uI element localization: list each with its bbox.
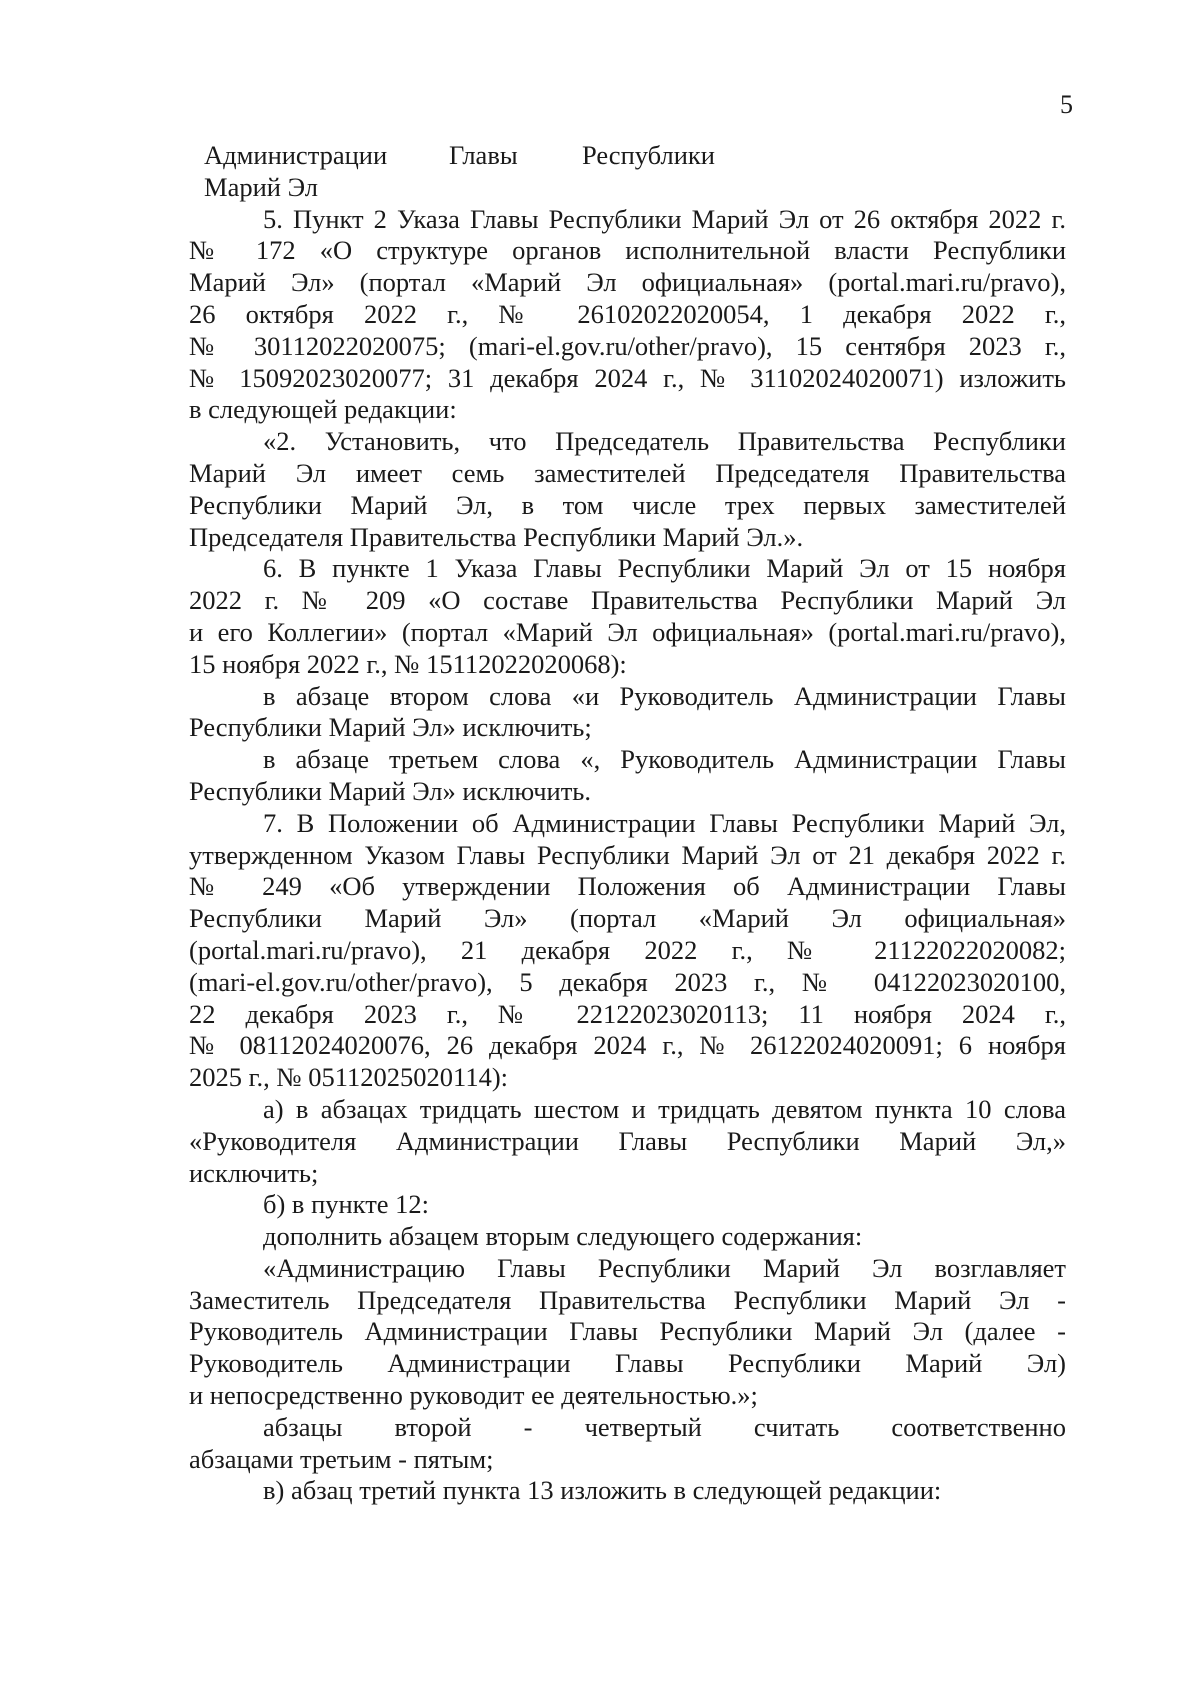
text-line: Марий Эл имеет семь заместителей Председателя Правительства — [189, 457, 1066, 488]
header-line-1 — [189, 140, 1066, 172]
text-line: 26 октября 2022 г., № 26102022020054, 1 декабря 2022 г., — [189, 298, 1066, 329]
text-line: исключить; — [189, 1157, 319, 1188]
text-line: в) абзац третий пункта 13 изложить в следующей редакции: — [263, 1475, 942, 1506]
text-line: Республики Марий Эл» исключить; — [189, 712, 592, 743]
text-line: 5. Пункт 2 Указа Главы Республики Марий Эл от 26 октября 2022 г. — [263, 203, 1066, 234]
text-line: № 30112022020075; (mari-el.gov.ru/other/pravo), 15 сентября 2023 г., — [189, 330, 1066, 361]
text-line: Заместитель Председателя Правительства Республики Марий Эл - — [189, 1284, 1066, 1315]
text-line: «2. Установить, что Председатель Правительства Республики — [263, 426, 1066, 457]
page-number: 5 — [1060, 90, 1073, 119]
text-line: Республики Марий Эл» исключить. — [189, 775, 592, 806]
text-line: (mari-el.gov.ru/other/pravo), 5 декабря 2023 г., № 04122023020100, — [189, 966, 1066, 997]
text-line: Республики Марий Эл, в том числе трех первых заместителей — [189, 489, 1066, 520]
header-line-2: Марий Эл — [204, 171, 318, 202]
text-line: в абзаце втором слова «и Руководитель Администрации Главы — [263, 680, 1066, 711]
text-line: утвержденном Указом Главы Республики Марий Эл от 21 декабря 2022 г. — [189, 839, 1066, 870]
text-line: Председателя Правительства Республики Марий Эл.». — [189, 521, 804, 552]
text-line: 2025 г., № 05112025020114): — [189, 1062, 509, 1093]
text-line: № 15092023020077; 31 декабря 2024 г., № 31102024020071) изложить — [189, 362, 1066, 393]
body-lines — [189, 204, 1066, 1508]
text-line: Республики Марий Эл» (портал «Марий Эл официальная» — [189, 903, 1066, 934]
text-line: б) в пункте 12: — [263, 1189, 430, 1220]
text-line: 6. В пункте 1 Указа Главы Республики Марий Эл от 15 ноября — [263, 553, 1066, 584]
header-word-administration: Администрации — [204, 140, 388, 170]
text-line: Марий Эл» (портал «Марий Эл официальная» (portal.mari.ru/pravo), — [189, 267, 1066, 298]
text-line: 15 ноября 2022 г., № 15112022020068): — [189, 648, 627, 679]
header-word-republic: Республики — [582, 140, 715, 170]
text-line: № 172 «О структуре органов исполнительной власти Республики — [189, 235, 1066, 266]
text-line: и непосредственно руководит ее деятельностью.»; — [189, 1380, 758, 1411]
text-line: 7. В Положении об Администрации Главы Республики Марий Эл, — [263, 807, 1066, 838]
text-line: а) в абзацах тридцать шестом и тридцать девятом пункта 10 слова — [263, 1093, 1066, 1124]
text-line: № 249 «Об утверждении Положения об Администрации Главы — [189, 871, 1066, 902]
header-word-head: Главы — [449, 140, 518, 170]
text-line: № 08112024020076, 26 декабря 2024 г., № 26122024020091; 6 ноября — [189, 1030, 1066, 1061]
text-line: абзацы второй - четвертый считать соответственно — [263, 1411, 1066, 1442]
text-line: и его Коллегии» (портал «Марий Эл официальная» (portal.mari.ru/pravo), — [189, 616, 1066, 647]
text-line: «Руководителя Администрации Главы Республики Марий Эл,» — [189, 1125, 1066, 1156]
text-line: дополнить абзацем вторым следующего содержания: — [263, 1221, 863, 1252]
text-line: 22 декабря 2023 г., № 22122023020113; 11 ноября 2024 г., — [189, 998, 1066, 1029]
text-line: (portal.mari.ru/pravo), 21 декабря 2022 г., № 21122022020082; — [189, 934, 1066, 965]
text-line: Руководитель Администрации Главы Республики Марий Эл (далее - — [189, 1316, 1066, 1347]
text-line: Руководитель Администрации Главы Республики Марий Эл) — [189, 1348, 1066, 1379]
document-body — [189, 140, 1066, 1507]
text-line: в абзаце третьем слова «, Руководитель Администрации Главы — [263, 744, 1066, 775]
text-line: «Администрацию Главы Республики Марий Эл возглавляет — [263, 1252, 1066, 1283]
text-line: в следующей редакции: — [189, 394, 457, 425]
text-line: абзацами третьим - пятым; — [189, 1443, 494, 1474]
text-line: 2022 г. № 209 «О составе Правительства Республики Марий Эл — [189, 585, 1066, 616]
